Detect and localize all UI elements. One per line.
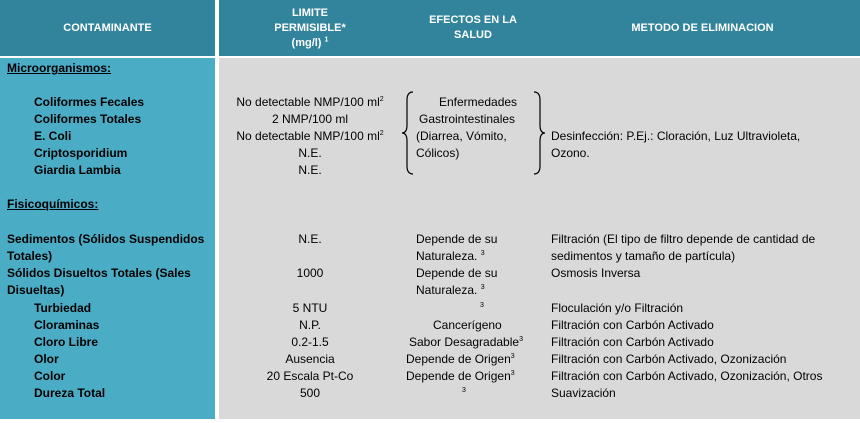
limit-value: N.E. — [298, 146, 322, 160]
effect-line: Gastrointestinales — [419, 112, 516, 126]
header-efectos-line2: SALUD — [454, 29, 492, 41]
limit-value: 5 NTU — [292, 301, 328, 315]
method-value: Suavización — [551, 386, 616, 400]
contaminant-name-cont: Totales) — [7, 249, 53, 263]
header-limite-line2: PERMISIBLE* — [274, 21, 346, 34]
left-brace-icon — [401, 90, 415, 176]
method-line: Desinfección: P.Ej.: Cloración, Luz Ultravioleta, — [551, 129, 801, 143]
right-brace-icon — [532, 90, 546, 176]
method-value: Filtración con Carbón Activado — [551, 335, 714, 349]
contaminant-name: Coliformes Totales — [34, 112, 142, 126]
contaminant-name: Olor — [34, 352, 59, 366]
contaminant-name-cont: Disueltas) — [7, 283, 65, 297]
bottom-border — [0, 419, 860, 423]
effect-line: Depende de su — [416, 232, 498, 246]
effect-value: Cancerígeno — [433, 318, 502, 332]
effect-line: Depende de su — [416, 266, 498, 280]
section-title-microorganismos: Microorganismos: — [7, 61, 112, 75]
effect-line: Naturaleza. $^3$ — [416, 249, 485, 263]
contaminant-name: Dureza Total — [34, 386, 106, 400]
method-line: Osmosis Inversa — [551, 266, 641, 280]
limit-value: 500 — [299, 386, 321, 400]
effect-value: Depende de Origen$^3$ — [406, 369, 515, 383]
contaminant-name: Sólidos Disueltos Totales (Sales — [7, 266, 191, 280]
section-title-fisicoquimicos: Fisicoquímicos: — [7, 197, 99, 211]
limit-value: 0.2-1.5 — [291, 335, 329, 349]
header-limite-sup: 1 — [324, 35, 329, 43]
method-line: Filtración (El tipo de filtro depende de cantidad de — [551, 232, 816, 246]
limit-value: 1000 — [296, 266, 324, 280]
method-value: Filtración con Carbón Activado — [551, 318, 714, 332]
contaminant-name: Coliformes Fecales — [34, 95, 145, 109]
effect-line: Cólicos) — [416, 146, 460, 160]
contaminant-name: Giardia Lambia — [34, 163, 121, 177]
limit-value: 2 NMP/100 ml — [271, 112, 349, 126]
contaminant-name: E. Coli — [34, 129, 72, 143]
contaminant-name: Turbiedad — [34, 301, 92, 315]
method-value: Floculación y/o Filtración — [551, 301, 684, 315]
header-metodo: METODO DE ELIMINACION — [631, 21, 774, 34]
method-value: Filtración con Carbón Activado, Ozonización, Otros — [551, 369, 823, 383]
effect-value: Depende de Origen$^3$ — [406, 352, 515, 366]
header-limite-permisible — [219, 0, 401, 56]
limit-value: No detectable NMP/100 $ml^2$ — [236, 95, 384, 109]
table-header — [0, 0, 860, 58]
contaminant-name: Sedimentos (Sólidos Suspendidos — [7, 232, 205, 246]
contaminant-name: Cloraminas — [34, 318, 100, 332]
limit-value: 20 Escala Pt-Co — [266, 369, 354, 383]
contaminant-name: Cloro Libre — [34, 335, 99, 349]
header-limite-line3: (mg/l) — [291, 36, 322, 49]
limit-value: N.P. — [299, 318, 321, 332]
contaminant-name: Criptosporidium — [34, 146, 128, 160]
effect-value: 3 — [462, 387, 466, 394]
limit-value: No detectable NMP/100 $ml^2$ — [236, 129, 384, 143]
header-efectos-line1: EFECTOS EN LA — [429, 14, 517, 26]
limit-value: Ausencia — [285, 352, 335, 366]
effect-line: (Diarrea, Vómito, — [416, 129, 507, 143]
header-efectos — [401, 0, 545, 56]
method-line: Ozono. — [551, 146, 590, 160]
method-line: sedimentos y tamaño de partícula) — [551, 249, 736, 263]
contaminant-name: Color — [34, 369, 66, 383]
header-limite-line1: LIMITE — [291, 6, 329, 19]
effect-value: 3 — [480, 302, 484, 309]
limit-value: N.E. — [298, 232, 322, 246]
effect-value: Sabor Desagradable$^3$ — [409, 335, 523, 349]
limit-value: N.E. — [298, 163, 322, 177]
effect-line: Enfermedades — [439, 95, 518, 109]
header-contaminante: CONTAMINANTE — [63, 21, 152, 34]
effect-line: Naturaleza. $^3$ — [416, 283, 485, 297]
method-value: Filtración con Carbón Activado, Ozonización — [551, 352, 787, 366]
